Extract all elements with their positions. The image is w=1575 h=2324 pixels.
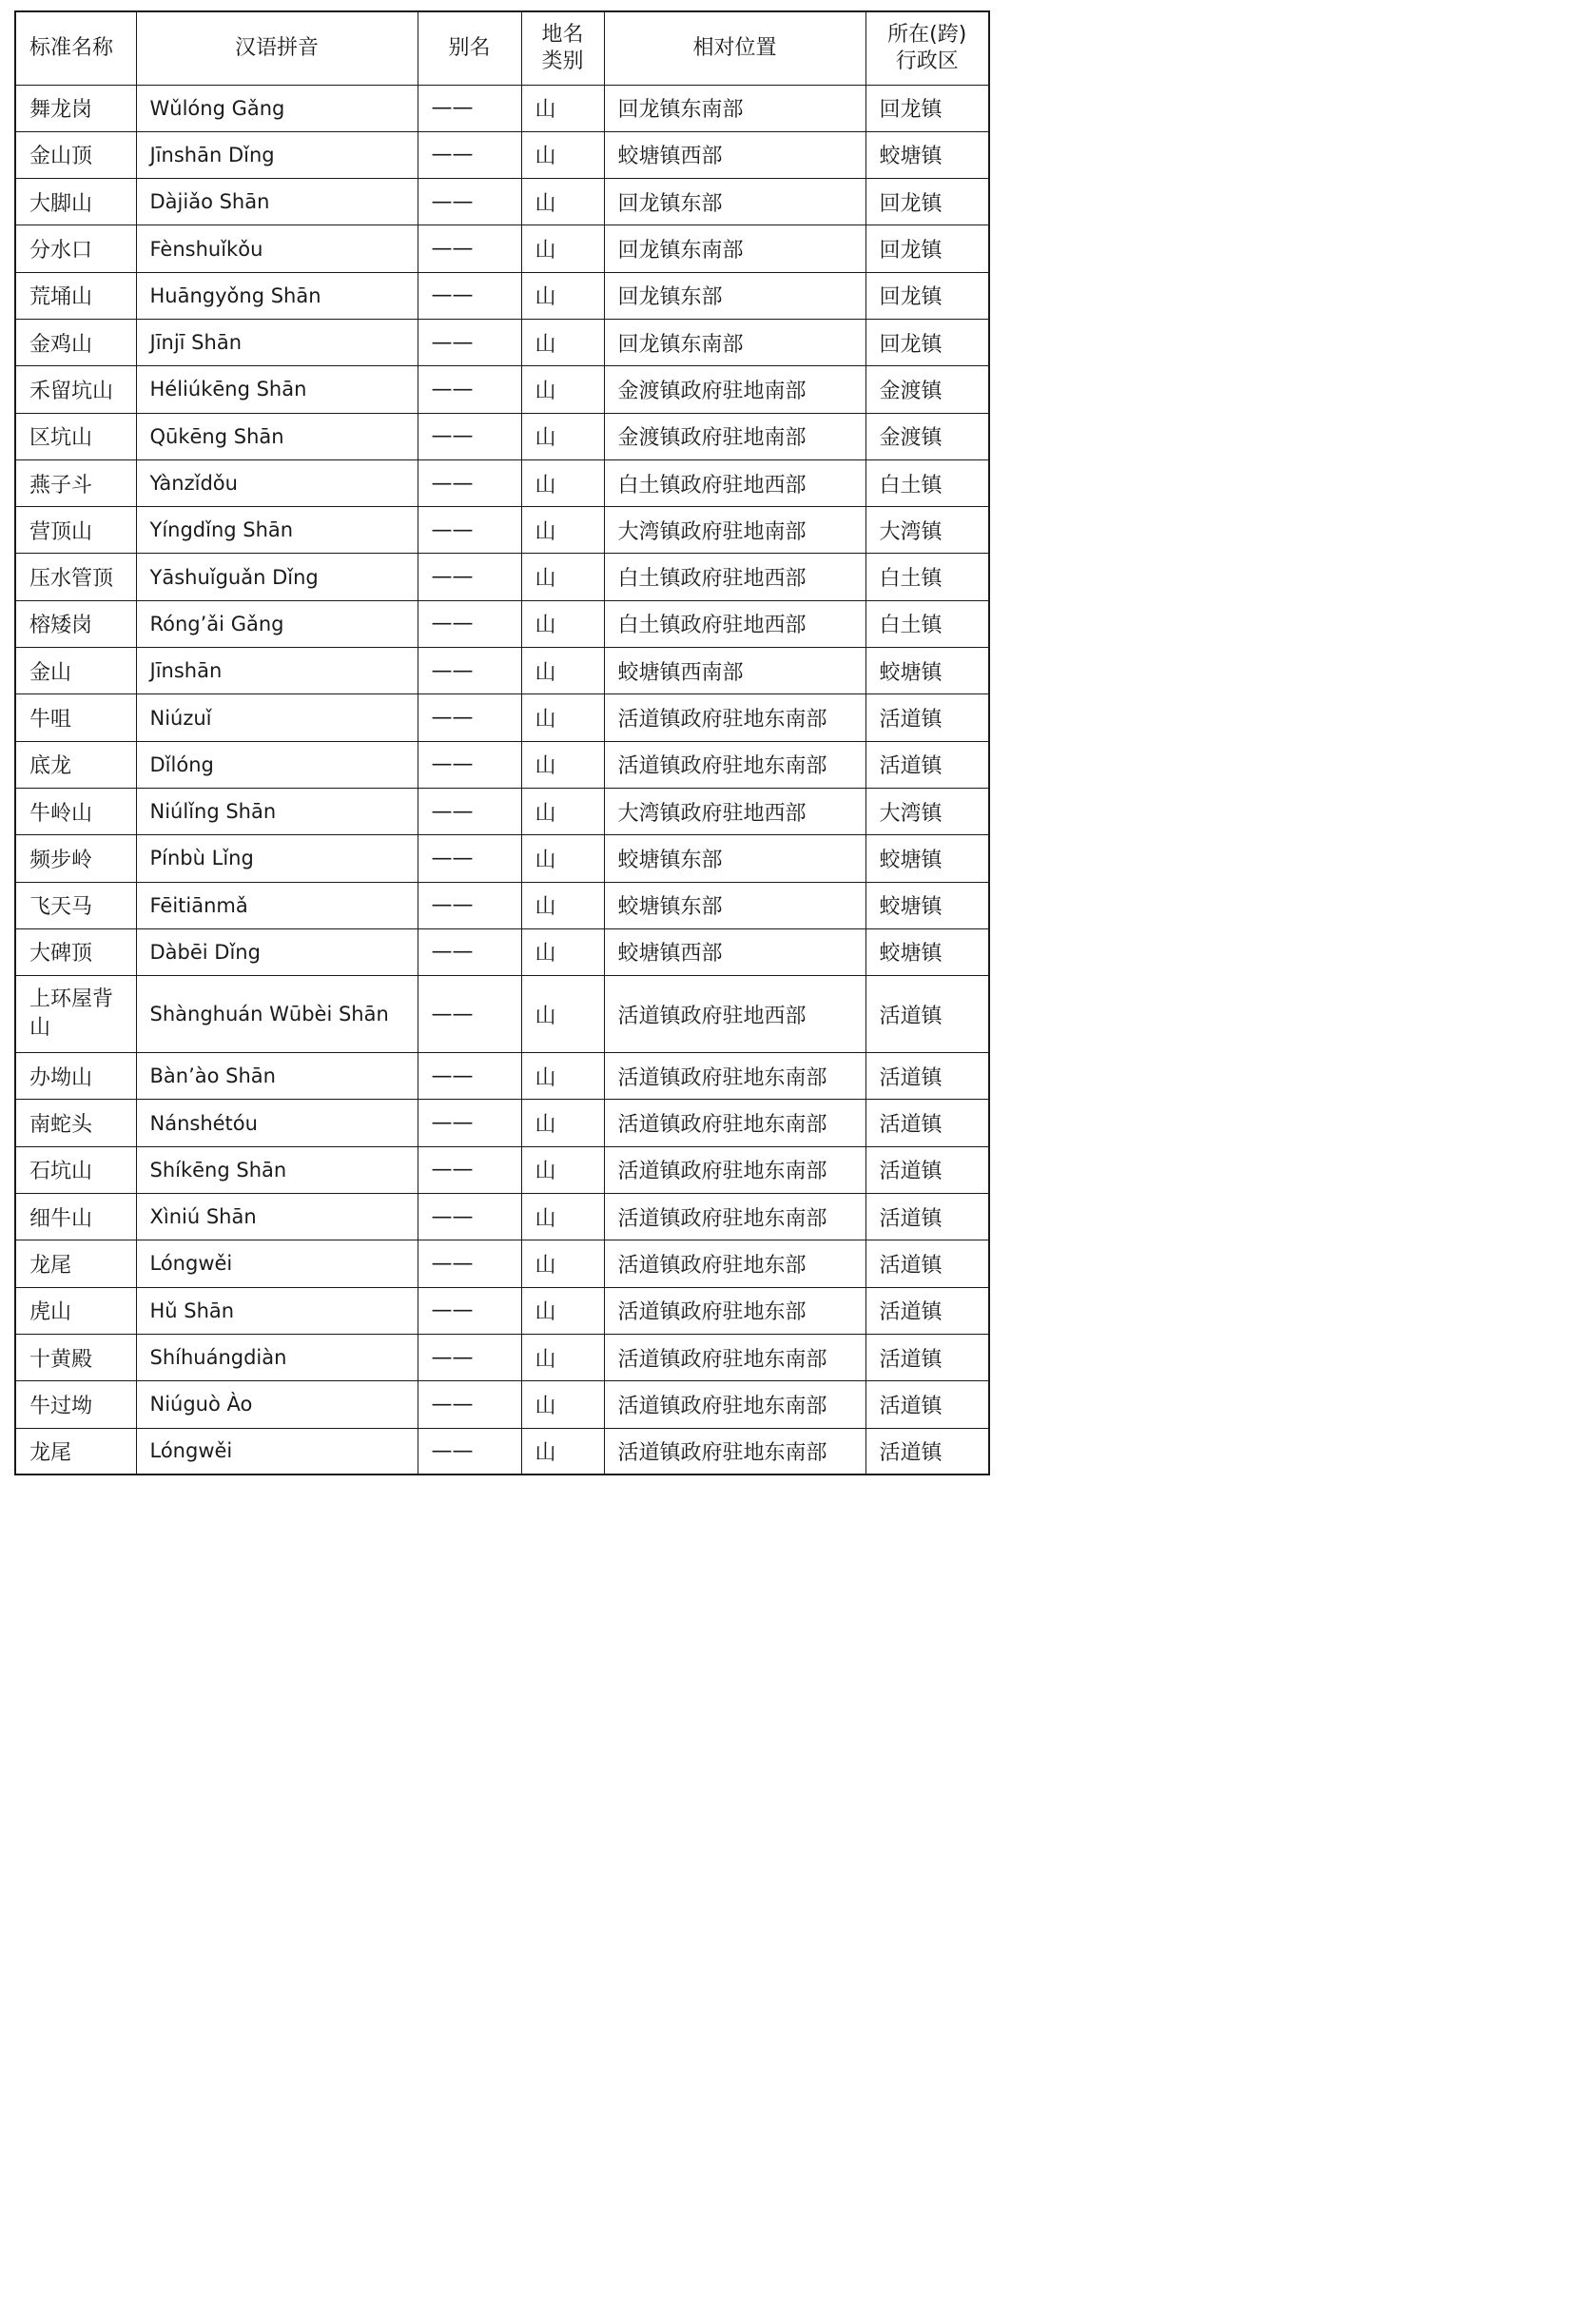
cell-admin-region: 活道镇	[865, 1381, 989, 1428]
cell-pinyin: Jīnshān	[136, 648, 418, 694]
table-row	[15, 1146, 989, 1193]
cell-pinyin: Pínbù Lǐng	[136, 835, 418, 882]
cell-standard-name: 十黄殿	[15, 1334, 136, 1380]
header-alias: 别名	[418, 11, 521, 85]
cell-alias: ——	[418, 1146, 521, 1193]
cell-standard-name: 营顶山	[15, 507, 136, 554]
cell-place-type: 山	[521, 648, 604, 694]
cell-standard-name: 牛岭山	[15, 788, 136, 834]
table-row	[15, 741, 989, 788]
cell-standard-name: 分水口	[15, 225, 136, 272]
cell-admin-region: 活道镇	[865, 694, 989, 741]
cell-standard-name: 虎山	[15, 1287, 136, 1334]
cell-admin-region: 活道镇	[865, 1287, 989, 1334]
cell-place-type: 山	[521, 741, 604, 788]
header-admin-region-line1: 所在(跨)	[887, 22, 967, 47]
cell-admin-region: 活道镇	[865, 976, 989, 1053]
cell-alias: ——	[418, 882, 521, 928]
table-header-row	[15, 11, 989, 85]
cell-place-type: 山	[521, 554, 604, 600]
cell-standard-name: 龙尾	[15, 1428, 136, 1474]
cell-alias: ——	[418, 1287, 521, 1334]
cell-relative-position: 活道镇政府驻地东南部	[604, 694, 865, 741]
table-row	[15, 882, 989, 928]
cell-place-type: 山	[521, 272, 604, 319]
cell-pinyin: Yànzǐdǒu	[136, 459, 418, 506]
cell-pinyin: Qūkēng Shān	[136, 413, 418, 459]
cell-alias: ——	[418, 1100, 521, 1146]
header-relative-position: 相对位置	[604, 11, 865, 85]
table-row	[15, 928, 989, 975]
table-row	[15, 648, 989, 694]
header-pinyin: 汉语拼音	[136, 11, 418, 85]
cell-place-type: 山	[521, 882, 604, 928]
cell-admin-region: 白土镇	[865, 554, 989, 600]
cell-place-type: 山	[521, 1334, 604, 1380]
cell-relative-position: 蛟塘镇东部	[604, 835, 865, 882]
cell-relative-position: 活道镇政府驻地东南部	[604, 1428, 865, 1474]
cell-alias: ——	[418, 1381, 521, 1428]
cell-pinyin: Huāngyǒng Shān	[136, 272, 418, 319]
table-row	[15, 85, 989, 131]
header-admin-region	[865, 11, 989, 85]
cell-admin-region: 蛟塘镇	[865, 928, 989, 975]
cell-relative-position: 活道镇政府驻地西部	[604, 976, 865, 1053]
cell-standard-name: 金山顶	[15, 131, 136, 178]
cell-admin-region: 活道镇	[865, 1240, 989, 1287]
cell-alias: ——	[418, 1194, 521, 1240]
cell-relative-position: 回龙镇东部	[604, 272, 865, 319]
cell-pinyin: Héliúkēng Shān	[136, 366, 418, 413]
cell-place-type: 山	[521, 507, 604, 554]
table-row	[15, 1428, 989, 1474]
cell-pinyin: Xìniú Shān	[136, 1194, 418, 1240]
cell-admin-region: 金渡镇	[865, 413, 989, 459]
cell-alias: ——	[418, 928, 521, 975]
cell-admin-region: 蛟塘镇	[865, 131, 989, 178]
table-row	[15, 554, 989, 600]
cell-relative-position: 回龙镇东南部	[604, 85, 865, 131]
cell-place-type: 山	[521, 413, 604, 459]
cell-pinyin: Jīnjī Shān	[136, 319, 418, 365]
cell-place-type: 山	[521, 976, 604, 1053]
cell-standard-name: 飞天马	[15, 882, 136, 928]
cell-admin-region: 白土镇	[865, 459, 989, 506]
cell-alias: ——	[418, 554, 521, 600]
cell-relative-position: 回龙镇东南部	[604, 225, 865, 272]
cell-admin-region: 活道镇	[865, 1053, 989, 1100]
place-name-table-wrapper	[14, 10, 988, 1475]
cell-standard-name: 区坑山	[15, 413, 136, 459]
cell-relative-position: 活道镇政府驻地东南部	[604, 1381, 865, 1428]
cell-place-type: 山	[521, 1146, 604, 1193]
cell-admin-region: 大湾镇	[865, 788, 989, 834]
cell-standard-name: 舞龙岗	[15, 85, 136, 131]
cell-alias: ——	[418, 694, 521, 741]
cell-place-type: 山	[521, 1428, 604, 1474]
cell-relative-position: 活道镇政府驻地东部	[604, 1287, 865, 1334]
cell-relative-position: 大湾镇政府驻地南部	[604, 507, 865, 554]
cell-place-type: 山	[521, 835, 604, 882]
cell-relative-position: 白土镇政府驻地西部	[604, 459, 865, 506]
cell-admin-region: 回龙镇	[865, 179, 989, 225]
cell-alias: ——	[418, 1428, 521, 1474]
cell-place-type: 山	[521, 1381, 604, 1428]
cell-alias: ——	[418, 225, 521, 272]
table-row	[15, 459, 989, 506]
header-admin-region-line2: 行政区	[895, 49, 959, 73]
cell-pinyin: Shíhuángdiàn	[136, 1334, 418, 1380]
cell-relative-position: 活道镇政府驻地东南部	[604, 1146, 865, 1193]
cell-admin-region: 蛟塘镇	[865, 882, 989, 928]
cell-relative-position: 蛟塘镇西部	[604, 131, 865, 178]
cell-pinyin: Shànghuán Wūbèi Shān	[136, 976, 418, 1053]
cell-standard-name: 办坳山	[15, 1053, 136, 1100]
table-row	[15, 1381, 989, 1428]
cell-standard-name: 频步岭	[15, 835, 136, 882]
table-row	[15, 1053, 989, 1100]
cell-admin-region: 活道镇	[865, 1146, 989, 1193]
cell-relative-position: 蛟塘镇东部	[604, 882, 865, 928]
table-row	[15, 1334, 989, 1380]
cell-pinyin: Yíngdǐng Shān	[136, 507, 418, 554]
cell-admin-region: 活道镇	[865, 741, 989, 788]
cell-pinyin: Dàjiǎo Shān	[136, 179, 418, 225]
cell-place-type: 山	[521, 1100, 604, 1146]
cell-admin-region: 活道镇	[865, 1100, 989, 1146]
table-row	[15, 366, 989, 413]
cell-standard-name: 上环屋背山	[15, 976, 136, 1053]
cell-standard-name: 大脚山	[15, 179, 136, 225]
table-row	[15, 413, 989, 459]
cell-alias: ——	[418, 366, 521, 413]
cell-relative-position: 金渡镇政府驻地南部	[604, 413, 865, 459]
table-row	[15, 272, 989, 319]
cell-place-type: 山	[521, 1287, 604, 1334]
cell-pinyin: Hǔ Shān	[136, 1287, 418, 1334]
table-row	[15, 1194, 989, 1240]
cell-admin-region: 金渡镇	[865, 366, 989, 413]
cell-pinyin: Fēitiānmǎ	[136, 882, 418, 928]
cell-relative-position: 活道镇政府驻地东南部	[604, 741, 865, 788]
cell-pinyin: Niúguò Ào	[136, 1381, 418, 1428]
cell-relative-position: 回龙镇东部	[604, 179, 865, 225]
cell-alias: ——	[418, 1334, 521, 1380]
cell-alias: ——	[418, 600, 521, 647]
cell-standard-name: 细牛山	[15, 1194, 136, 1240]
table-row	[15, 835, 989, 882]
cell-relative-position: 活道镇政府驻地东南部	[604, 1053, 865, 1100]
cell-standard-name: 石坑山	[15, 1146, 136, 1193]
cell-alias: ——	[418, 788, 521, 834]
cell-standard-name: 榕矮岗	[15, 600, 136, 647]
table-row	[15, 507, 989, 554]
cell-relative-position: 活道镇政府驻地东南部	[604, 1100, 865, 1146]
cell-admin-region: 活道镇	[865, 1334, 989, 1380]
cell-place-type: 山	[521, 131, 604, 178]
cell-pinyin: Nánshétóu	[136, 1100, 418, 1146]
cell-relative-position: 大湾镇政府驻地西部	[604, 788, 865, 834]
cell-standard-name: 牛咀	[15, 694, 136, 741]
cell-alias: ——	[418, 741, 521, 788]
cell-standard-name: 底龙	[15, 741, 136, 788]
cell-place-type: 山	[521, 1053, 604, 1100]
cell-place-type: 山	[521, 1194, 604, 1240]
cell-admin-region: 蛟塘镇	[865, 835, 989, 882]
cell-alias: ——	[418, 835, 521, 882]
cell-alias: ——	[418, 507, 521, 554]
cell-place-type: 山	[521, 319, 604, 365]
table-row	[15, 788, 989, 834]
cell-relative-position: 白土镇政府驻地西部	[604, 600, 865, 647]
cell-place-type: 山	[521, 694, 604, 741]
cell-standard-name: 南蛇头	[15, 1100, 136, 1146]
cell-pinyin: Lóngwěi	[136, 1428, 418, 1474]
cell-relative-position: 金渡镇政府驻地南部	[604, 366, 865, 413]
table-row	[15, 319, 989, 365]
cell-place-type: 山	[521, 179, 604, 225]
header-standard-name: 标准名称	[15, 11, 136, 85]
header-place-type-line2: 类别	[541, 49, 584, 73]
cell-pinyin: Niúlǐng Shān	[136, 788, 418, 834]
cell-standard-name: 龙尾	[15, 1240, 136, 1287]
cell-alias: ——	[418, 179, 521, 225]
table-row	[15, 600, 989, 647]
cell-admin-region: 回龙镇	[865, 85, 989, 131]
cell-pinyin: Shíkēng Shān	[136, 1146, 418, 1193]
cell-relative-position: 蛟塘镇西部	[604, 928, 865, 975]
cell-alias: ——	[418, 648, 521, 694]
cell-place-type: 山	[521, 366, 604, 413]
cell-alias: ——	[418, 272, 521, 319]
cell-standard-name: 禾留坑山	[15, 366, 136, 413]
cell-alias: ——	[418, 1240, 521, 1287]
table-row	[15, 131, 989, 178]
cell-place-type: 山	[521, 1240, 604, 1287]
cell-pinyin: Dàbēi Dǐng	[136, 928, 418, 975]
cell-pinyin: Dǐlóng	[136, 741, 418, 788]
cell-standard-name: 金鸡山	[15, 319, 136, 365]
cell-alias: ——	[418, 319, 521, 365]
cell-pinyin: Yāshuǐguǎn Dǐng	[136, 554, 418, 600]
cell-relative-position: 蛟塘镇西南部	[604, 648, 865, 694]
table-row	[15, 976, 989, 1053]
cell-relative-position: 白土镇政府驻地西部	[604, 554, 865, 600]
table-row	[15, 1100, 989, 1146]
cell-relative-position: 活道镇政府驻地东部	[604, 1240, 865, 1287]
cell-pinyin: Lóngwěi	[136, 1240, 418, 1287]
cell-admin-region: 白土镇	[865, 600, 989, 647]
cell-place-type: 山	[521, 85, 604, 131]
cell-place-type: 山	[521, 928, 604, 975]
cell-standard-name: 金山	[15, 648, 136, 694]
cell-pinyin: Jīnshān Dǐng	[136, 131, 418, 178]
place-name-table	[14, 10, 990, 1475]
cell-standard-name: 压水管顶	[15, 554, 136, 600]
cell-admin-region: 活道镇	[865, 1194, 989, 1240]
cell-place-type: 山	[521, 600, 604, 647]
cell-relative-position: 活道镇政府驻地东南部	[604, 1194, 865, 1240]
cell-place-type: 山	[521, 788, 604, 834]
cell-alias: ——	[418, 1053, 521, 1100]
cell-standard-name: 牛过坳	[15, 1381, 136, 1428]
cell-relative-position: 活道镇政府驻地东南部	[604, 1334, 865, 1380]
cell-alias: ——	[418, 131, 521, 178]
cell-standard-name: 荒埇山	[15, 272, 136, 319]
table-row	[15, 179, 989, 225]
table-row	[15, 694, 989, 741]
table-body	[15, 85, 989, 1474]
cell-pinyin: Bàn’ào Shān	[136, 1053, 418, 1100]
cell-alias: ——	[418, 85, 521, 131]
cell-admin-region: 活道镇	[865, 1428, 989, 1474]
cell-pinyin: Fènshuǐkǒu	[136, 225, 418, 272]
cell-admin-region: 回龙镇	[865, 272, 989, 319]
cell-standard-name: 大碑顶	[15, 928, 136, 975]
cell-standard-name: 燕子斗	[15, 459, 136, 506]
header-place-type-line1: 地名	[541, 22, 584, 47]
cell-pinyin: Niúzuǐ	[136, 694, 418, 741]
cell-pinyin: Róng’ǎi Gǎng	[136, 600, 418, 647]
cell-pinyin: Wǔlóng Gǎng	[136, 85, 418, 131]
cell-relative-position: 回龙镇东南部	[604, 319, 865, 365]
cell-admin-region: 大湾镇	[865, 507, 989, 554]
cell-alias: ——	[418, 976, 521, 1053]
header-place-type	[521, 11, 604, 85]
cell-admin-region: 蛟塘镇	[865, 648, 989, 694]
cell-place-type: 山	[521, 459, 604, 506]
cell-admin-region: 回龙镇	[865, 225, 989, 272]
cell-alias: ——	[418, 413, 521, 459]
cell-place-type: 山	[521, 225, 604, 272]
cell-admin-region: 回龙镇	[865, 319, 989, 365]
table-row	[15, 1287, 989, 1334]
table-row	[15, 225, 989, 272]
table-row	[15, 1240, 989, 1287]
cell-alias: ——	[418, 459, 521, 506]
